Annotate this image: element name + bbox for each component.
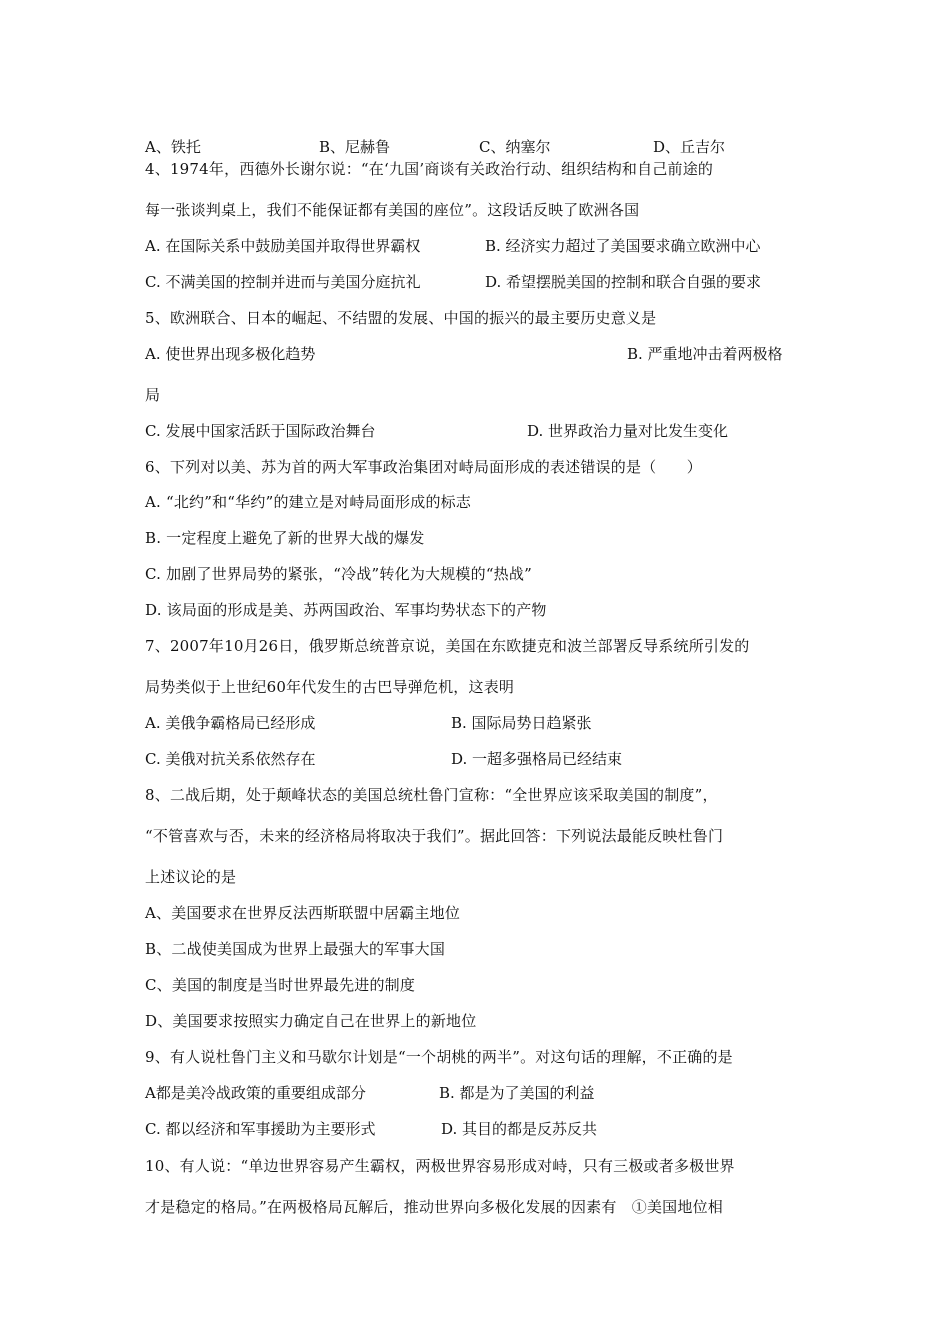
q7-option-c: C. 美俄对抗关系依然存在 [145,750,316,768]
q6-option-d: D. 该局面的形成是美、苏两国政治、军事均势状态下的产物 [145,601,547,619]
q4-stem-line2: 每一张谈判桌上，我们不能保证都有美国的座位”。这段话反映了欧洲各国 [145,201,640,219]
q3-option-b: B、尼赫鲁 [319,138,391,156]
q4-options-row2 [145,272,815,292]
q5-option-a: A. 使世界出现多极化趋势 [145,345,316,363]
q5-option-d: D. 世界政治力量对比发生变化 [527,422,729,440]
q7-stem-line1: 7、2007年10月26日，俄罗斯总统普京说，美国在东欧捷克和波兰部署反导系统所引发的 [145,637,750,655]
q9-stem: 9、有人说杜鲁门主义和马歇尔计划是“一个胡桃的两半”。对这句话的理解，不正确的是 [145,1048,733,1066]
q4-options-row1 [145,236,815,256]
q9-option-c: C. 都以经济和军事援助为主要形式 [145,1120,376,1138]
q5-stem: 5、欧洲联合、日本的崛起、不结盟的发展、中国的振兴的最主要历史意义是 [145,309,657,327]
q4-option-c: C. 不满美国的控制并进而与美国分庭抗礼 [145,273,421,291]
q8-option-a: A、美国要求在世界反法西斯联盟中居霸主地位 [145,904,461,922]
q6-option-b: B. 一定程度上避免了新的世界大战的爆发 [145,529,425,547]
q5-option-b-wrap: 局 [145,386,161,404]
q6-stem: 6、下列对以美、苏为首的两大军事政治集团对峙局面形成的表述错误的是（ ） [145,458,702,476]
q3-options [145,137,815,157]
q3-option-d: D、丘吉尔 [653,138,726,156]
q9-option-a: A都是美冷战政策的重要组成部分 [145,1084,366,1102]
q8-option-d: D、美国要求按照实力确定自己在世界上的新地位 [145,1012,477,1030]
q7-options-row2 [145,749,815,769]
q3-option-a: A、铁托 [145,138,201,156]
q7-option-d: D. 一超多强格局已经结束 [451,750,623,768]
q4-option-d: D. 希望摆脱美国的控制和联合自强的要求 [485,273,762,291]
q10-stem-line2: 才是稳定的格局。”在两极格局瓦解后，推动世界向多极化发展的因素有 ①美国地位相 [145,1198,723,1216]
q8-option-c: C、美国的制度是当时世界最先进的制度 [145,976,416,994]
q6-option-c: C. 加剧了世界局势的紧张，“冷战”转化为大规模的“热战” [145,565,532,583]
q9-options-row2 [145,1119,815,1139]
q6-option-a: A. “北约”和“华约”的建立是对峙局面形成的标志 [145,493,472,511]
q8-stem-line1: 8、二战后期，处于颠峰状态的美国总统杜鲁门宣称：“全世界应该采取美国的制度”， [145,786,718,804]
q8-option-b: B、二战使美国成为世界上最强大的军事大国 [145,940,446,958]
q5-option-c: C. 发展中国家活跃于国际政治舞台 [145,422,376,440]
q7-stem-line2: 局势类似于上世纪60年代发生的古巴导弹危机，这表明 [145,678,515,696]
q4-option-a: A. 在国际关系中鼓励美国并取得世界霸权 [145,237,421,255]
q9-option-d: D. 其目的都是反苏反共 [441,1120,598,1138]
q5-options-row1 [145,344,815,364]
q7-option-a: A. 美俄争霸格局已经形成 [145,714,316,732]
q5-option-b: B. 严重地冲击着两极格 [627,345,783,363]
q8-stem-line3: 上述议论的是 [145,868,237,886]
q7-options-row1 [145,713,815,733]
q9-option-b: B. 都是为了美国的利益 [439,1084,595,1102]
q5-options-row2 [145,421,815,441]
q7-option-b: B. 国际局势日趋紧张 [451,714,592,732]
q9-options-row1 [145,1083,815,1103]
q3-option-c: C、纳塞尔 [479,138,551,156]
q10-stem-line1: 10、有人说：“单边世界容易产生霸权，两极世界容易形成对峙，只有三极或者多极世界 [145,1157,735,1175]
q4-stem-line1: 4、1974年，西德外长谢尔说：“在‘九国’商谈有关政治行动、组织结构和自己前途的 [145,160,714,178]
q4-option-b: B. 经济实力超过了美国要求确立欧洲中心 [485,237,761,255]
q8-stem-line2: “不管喜欢与否，未来的经济格局将取决于我们”。据此回答：下列说法最能反映杜鲁门 [145,827,724,845]
